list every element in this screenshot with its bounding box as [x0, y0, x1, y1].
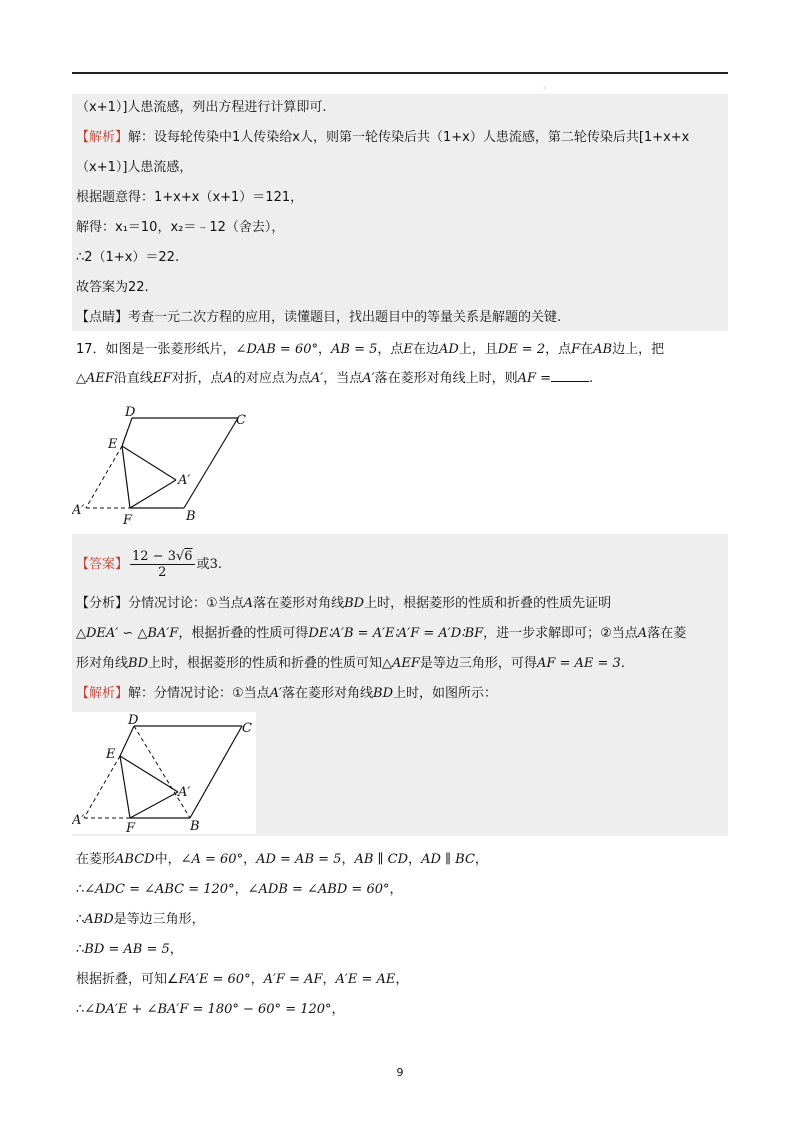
prev-line-4: 根据题意得：1+x+x（x+1）＝121，	[76, 190, 304, 205]
label-F: F	[126, 821, 136, 834]
label-A: A′	[72, 503, 85, 518]
q17-line-1: 17．如图是一张菱形纸片，∠DAB = 60°，AB = 5，点E在边AD上，且DE = 2，点F在AB边上，把	[76, 342, 665, 357]
label-A: A′	[72, 813, 85, 828]
label-D: D	[125, 405, 136, 420]
edge-CB	[184, 418, 238, 508]
edge-EF	[122, 446, 130, 508]
edge-DE	[120, 726, 134, 756]
prev-line-2: 【解析】解：设每轮传染中1人传染给x人，则第一轮传染后共（1+x）人患流感，第二轮传染后共[1+x+x	[76, 130, 690, 145]
prev-line-1: （x+1）]人患流感，列出方程进行计算即可.	[76, 100, 327, 115]
step-6: ∴∠DA′E + ∠BA′F = 180° − 60° = 120°，	[76, 1002, 345, 1017]
step-3: ∴ABD是等边三角形，	[76, 912, 205, 927]
step-5: 根据折叠，可知∠FA′E = 60°，A′F = AF，A′E = AE，	[76, 972, 409, 987]
answer-line: 【答案】 $\frac{12 - 3√6}{2}$ 或3.	[76, 549, 223, 580]
jiexi-line-1: 【解析】解：分情况讨论：①当点A′落在菱形对角线BD上时，如图所示：	[76, 686, 498, 701]
dashed-EA	[86, 446, 122, 508]
prev-line-8: 【点睛】考查一元二次方程的应用，读懂题目，找出题目中的等量关系是解题的关键.	[76, 310, 562, 325]
answer-fraction: $\frac{12 - 3√6}{2}$	[132, 549, 193, 580]
label-B: B	[190, 819, 200, 834]
header-mark: ·	[543, 84, 546, 93]
fenxi-line-1: 【分析】分情况讨论：①当点A落在菱形对角线BD上时，根据菱形的性质和折叠的性质先证明	[76, 596, 612, 611]
rhombus-figure-solution	[72, 712, 256, 834]
step-1: 在菱形ABCD中，∠A = 60°，AD = AB = 5，AB ∥ CD，AD ∥ BC，	[76, 852, 488, 867]
fenxi-line-3: 形对角线BD上时，根据菱形的性质和折叠的性质可知△AEF是等边三角形，可得AF = AE = 3.	[76, 656, 625, 671]
label-E: E	[108, 437, 118, 452]
step-4: ∴BD = AB = 5，	[76, 942, 183, 957]
label-F: F	[123, 513, 133, 528]
header-rule	[72, 72, 728, 74]
label-A1: A′	[178, 785, 191, 800]
edge-EA1	[122, 446, 176, 480]
label-B: B	[186, 509, 196, 524]
q17-line-2: △AEF沿直线EF对折，点A的对应点为点A′，当点A′落在菱形对角线上时，则AF = .	[76, 371, 594, 386]
edge-A1F	[130, 480, 176, 508]
prev-line-5: 解得：x₁＝10，x₂＝﹣12（舍去），	[76, 220, 285, 235]
edge-CB	[190, 726, 242, 818]
edge-DE	[122, 418, 132, 446]
dashed-diagonal-BD	[134, 726, 190, 818]
page-number: 9	[396, 1066, 404, 1079]
fenxi-tag: 【分析】	[76, 596, 129, 611]
label-C: C	[242, 721, 252, 736]
jiexi-tag: 【解析】	[76, 686, 129, 701]
fenxi-line-2: △DEA′ ∽ △BA′F，根据折叠的性质可得DE∶A′B = A′E∶A′F = A′D∶BF，进一步求解即可；②当点A落在菱	[76, 626, 687, 641]
dashed-EA	[84, 756, 120, 818]
comment-tag: 【点睛】	[76, 310, 129, 325]
step-2: ∴∠ADC = ∠ABC = 120°，∠ADB = ∠ABD = 60°，	[76, 882, 403, 897]
answer-tag: 【答案】	[76, 557, 129, 572]
label-A1: A′	[178, 473, 191, 488]
edge-EA1	[120, 756, 178, 792]
analysis-tag: 【解析】	[76, 130, 129, 145]
label-E: E	[106, 747, 116, 762]
rhombus-figure-question	[72, 404, 262, 528]
answer-blank	[551, 369, 589, 382]
label-D: D	[128, 713, 139, 728]
prev-line-6: ∴2（1+x）＝22.	[76, 250, 180, 265]
edge-A1F	[130, 792, 178, 818]
label-C: C	[236, 413, 246, 428]
prev-line-7: 故答案为22.	[76, 280, 149, 295]
prev-line-3: （x+1）]人患流感，	[76, 160, 193, 175]
edge-EF	[120, 756, 130, 818]
